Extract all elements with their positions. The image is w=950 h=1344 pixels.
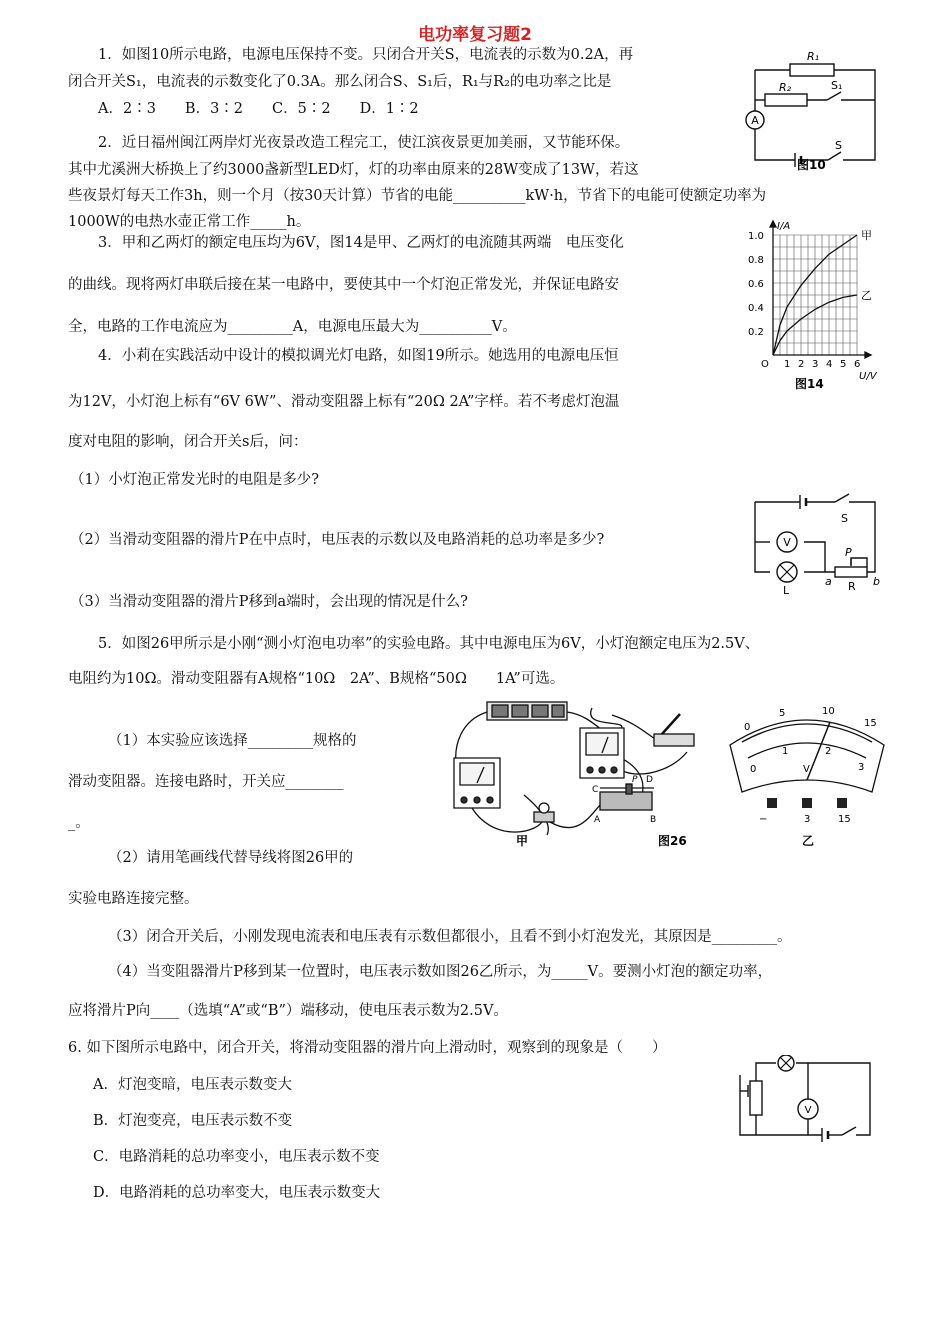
rheostat-icon xyxy=(750,1081,762,1115)
svg-text:b: b xyxy=(873,575,880,588)
q4-part2: （2）当滑动变阻器的滑片P在中点时，电压表的示数以及电路消耗的总功率是多少? xyxy=(70,532,605,548)
svg-text:A: A xyxy=(594,815,601,825)
figure-26-caption: 图26 xyxy=(658,834,687,848)
svg-text:V: V xyxy=(803,764,810,775)
svg-text:P: P xyxy=(632,775,638,785)
q6-option-c: C．电路消耗的总功率变小，电压表示数不变 xyxy=(93,1149,380,1165)
x-tick-label: 5 xyxy=(840,359,847,370)
q2-line4: 1000W的电热水壶正常工作_____h。 xyxy=(68,214,311,230)
svg-text:0: 0 xyxy=(750,764,757,775)
q3-line3: 全，电路的工作电流应为_________A，电源电压最大为__________V。 xyxy=(68,319,517,335)
q4-line3: 度对电阻的影响，闭合开关s后，问： xyxy=(68,434,308,450)
y-axis-arrow xyxy=(770,221,776,227)
y-tick-label: 0.2 xyxy=(748,327,764,338)
q2-line3: 些夜景灯每天工作3h，则一个月（按30天计算）节省的电能__________kW·h，节省下的电能可使额定功率为 xyxy=(68,188,767,204)
q6-option-b: B．灯泡变亮，电压表示数不变 xyxy=(93,1113,293,1129)
circuit-figure-10 xyxy=(735,45,885,175)
q5-part2b: 实验电路连接完整。 xyxy=(68,891,199,907)
svg-text:a: a xyxy=(825,575,832,588)
svg-text:C: C xyxy=(592,785,599,795)
q5-part2a: （2）请用笔画线代替导线将图26甲的 xyxy=(108,850,354,866)
switch-s xyxy=(828,152,841,160)
voltmeter-dial xyxy=(730,720,884,792)
y-axis-label: I/A xyxy=(777,221,791,232)
q5-line1: 5．如图26甲所示是小刚“测小灯泡电功率”的实验电路。其中电源电压为6V，小灯泡额定电压为2.5V、 xyxy=(98,636,760,652)
y-tick-label: 0.6 xyxy=(748,279,764,290)
switch-s1 xyxy=(827,92,841,100)
q5-part1c: _。 xyxy=(68,815,90,831)
svg-text:D: D xyxy=(646,775,653,785)
y-tick-label: 0.4 xyxy=(748,303,764,314)
svg-text:15: 15 xyxy=(838,814,851,825)
x-tick-label: 2 xyxy=(798,359,805,370)
svg-text:R₁: R₁ xyxy=(807,50,820,63)
circuit-figure-19 xyxy=(745,490,895,595)
svg-text:2: 2 xyxy=(825,746,832,757)
svg-text:3: 3 xyxy=(858,762,865,773)
q2-line2: 其中尤溪洲大桥换上了约3000盏新型LED灯，灯的功率由原来的28W变成了13W，若这 xyxy=(68,162,639,178)
svg-text:15: 15 xyxy=(864,718,877,729)
svg-text:3: 3 xyxy=(804,814,811,825)
q4-part3: （3）当滑动变阻器的滑片P移到a端时，会出现的情况是什么? xyxy=(70,594,468,610)
x-tick-label: 1 xyxy=(784,359,791,370)
q3-line1: 3．甲和乙两灯的额定电压均为6V，图14是甲、乙两灯的电流随其两端 电压变化 xyxy=(98,235,624,251)
q1-line1: 1．如图10所示电路，电源电压保持不变。只闭合开关S，电流表的示数为0.2A，再 xyxy=(98,47,634,63)
figure-26-jia: 甲 xyxy=(516,834,529,848)
svg-text:R₂: R₂ xyxy=(779,81,792,94)
q6-option-d: D．电路消耗的总功率变大，电压表示数变大 xyxy=(93,1185,381,1201)
resistor-r2 xyxy=(765,94,807,106)
q4-line1: 4．小莉在实践活动中设计的模拟调光灯电路，如图19所示。她选用的电源电压恒 xyxy=(98,348,619,364)
svg-text:B: B xyxy=(650,815,657,825)
svg-text:L: L xyxy=(783,584,790,595)
q4-part1: （1）小灯泡正常发光时的电阻是多少? xyxy=(70,472,319,488)
svg-text:V: V xyxy=(804,1105,812,1116)
series-label-0: 甲 xyxy=(861,229,872,242)
rheostat-r xyxy=(835,567,867,577)
figure-26-yi: 乙 xyxy=(802,834,815,848)
svg-text:−: − xyxy=(759,814,768,825)
svg-text:V: V xyxy=(783,536,791,549)
y-tick-label: 1.0 xyxy=(748,231,764,242)
svg-text:P: P xyxy=(845,546,852,559)
q5-line2: 电阻约为10Ω。滑动变阻器有A规格“10Ω 2A”、B规格“50Ω 1A”可选。 xyxy=(68,671,565,687)
x-tick-label: 3 xyxy=(812,359,819,370)
circuit-figure-q6 xyxy=(730,1055,880,1145)
svg-text:0: 0 xyxy=(744,722,751,733)
x-axis-arrow xyxy=(865,352,871,358)
svg-text:10: 10 xyxy=(822,706,835,717)
svg-text:1: 1 xyxy=(782,746,789,757)
svg-text:R: R xyxy=(848,580,856,593)
origin-label: O xyxy=(761,359,769,370)
x-tick-label: 6 xyxy=(854,359,861,370)
q5-part1b: 滑动变阻器。连接电路时，开关应________ xyxy=(68,774,344,790)
svg-text:S₁: S₁ xyxy=(831,79,843,92)
q5-part1a: （1）本实验应该选择_________规格的 xyxy=(108,733,357,749)
x-axis-label: U/V xyxy=(859,371,877,382)
series-label-1: 乙 xyxy=(861,289,872,302)
q5-part4b: 应将滑片P向____（选填“A”或“B”）端移动，使电压表示数为2.5V。 xyxy=(68,1003,508,1019)
q5-part3: （3）闭合开关后，小刚发现电流表和电压表有示数但都很小，且看不到小灯泡发光，其原因是_________。 xyxy=(108,929,792,945)
svg-text:S: S xyxy=(835,139,842,152)
svg-text:S: S xyxy=(841,512,848,525)
q3-line2: 的曲线。现将两灯串联后接在某一电路中，要使其中一个灯泡正常发光，并保证电路安 xyxy=(68,277,619,293)
figure-10-caption: 图10 xyxy=(797,158,826,172)
q1-line2: 闭合开关S₁，电流表的示数变化了0.3A。那么闭合S、S₁后，R₁与R₂的电功率之比是 xyxy=(68,74,612,90)
q5-part4a: （4）当变阻器滑片P移到某一位置时，电压表示数如图26乙所示，为_____V。要测小灯泡的额定功率， xyxy=(108,964,773,980)
resistor-r1 xyxy=(790,64,834,76)
q4-line2: 为12V，小灯泡上标有“6V 6W”、滑动变阻器上标有“20Ω 2A”字样。若不考虑灯泡温 xyxy=(68,394,620,410)
q2-line1: 2．近日福州闽江两岸灯光夜景改造工程完工，使江滨夜景更加美丽，又节能环保。 xyxy=(98,135,630,151)
experiment-figure-26 xyxy=(432,700,892,852)
page-title: 电功率复习题2 xyxy=(418,25,532,45)
switch-icon xyxy=(842,1127,856,1135)
q6-option-a: A．灯泡变暗，电压表示数变大 xyxy=(93,1077,292,1093)
y-tick-label: 0.8 xyxy=(748,255,764,266)
q1-options: A．2∶3 B．3∶2 C．5∶2 D．1∶2 xyxy=(98,101,419,117)
svg-text:A: A xyxy=(751,114,759,127)
figure-14-caption: 图14 xyxy=(795,377,824,391)
q6-stem: 6. 如下图所示电路中，闭合开关，将滑动变阻器的滑片向上滑动时，观察到的现象是（ ） xyxy=(68,1040,667,1056)
switch-s xyxy=(835,494,849,502)
svg-text:5: 5 xyxy=(779,708,786,719)
iv-chart-figure-14 xyxy=(745,215,885,395)
x-tick-label: 4 xyxy=(826,359,833,370)
